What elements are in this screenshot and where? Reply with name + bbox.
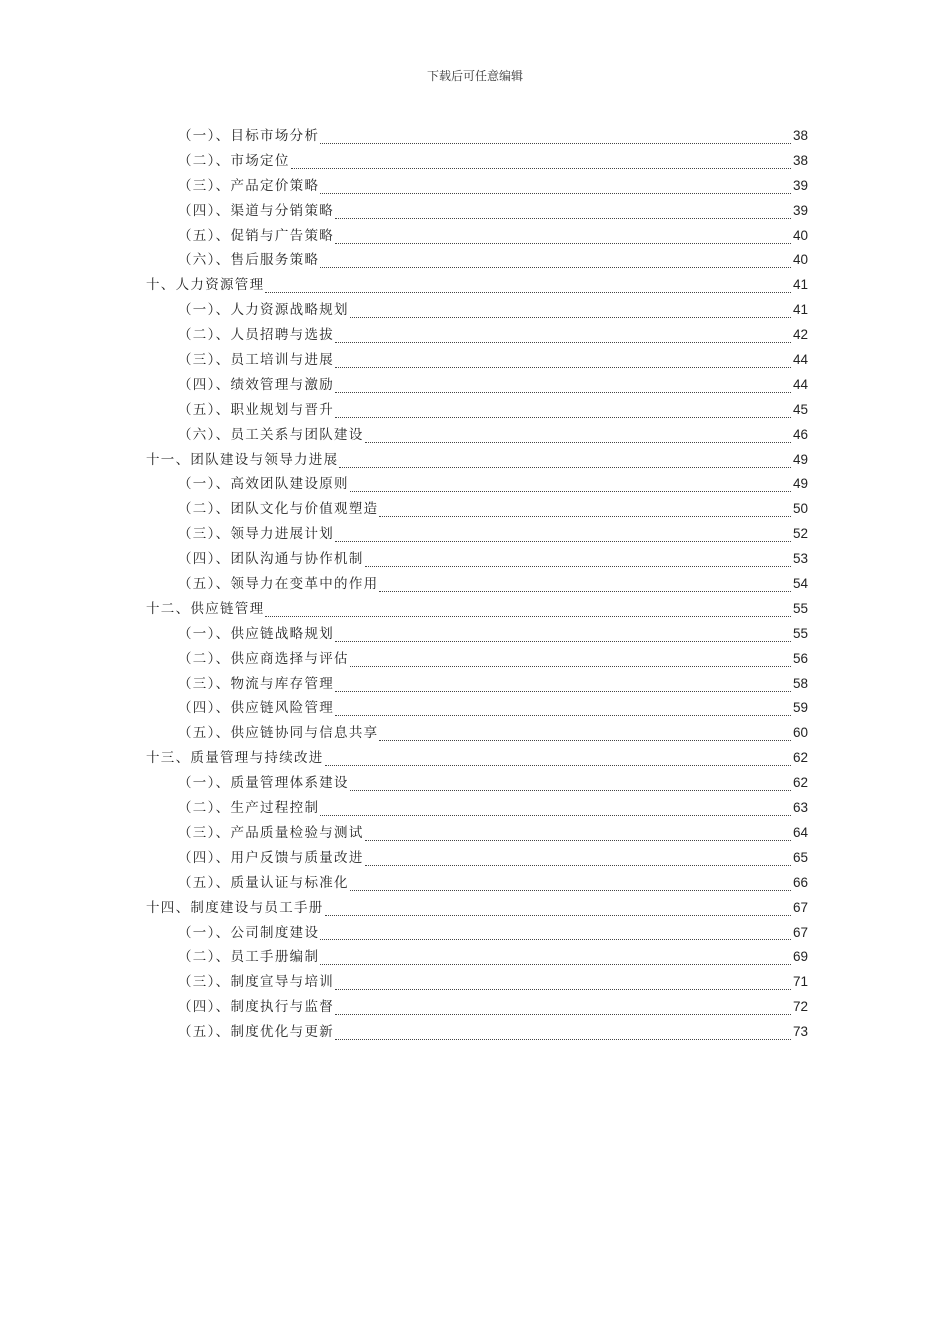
toc-dot-leader: [325, 915, 791, 916]
toc-page-number: 53: [792, 551, 808, 567]
toc-section-entry[interactable]: [146, 647, 808, 672]
toc-entry-label: （一）、公司制度建设: [178, 924, 320, 941]
toc-page-number: 49: [792, 451, 808, 467]
toc-page-number: 56: [792, 650, 808, 666]
toc-entry-label: （四）、供应链风险管理: [178, 700, 335, 717]
toc-entry-label: （四）、渠道与分销策略: [178, 202, 335, 219]
toc-entry-label: 十四、制度建设与员工手册: [146, 899, 324, 916]
toc-page-number: 55: [792, 600, 808, 616]
page-header: 下载后可任意编辑: [426, 69, 523, 83]
toc-page-number: 71: [792, 974, 808, 990]
toc-page-number: 42: [792, 327, 808, 343]
toc-dot-leader: [335, 541, 791, 542]
toc-section-entry[interactable]: [146, 423, 808, 448]
toc-dot-leader: [350, 890, 791, 891]
toc-section-entry[interactable]: [146, 945, 808, 970]
toc-page-number: 62: [792, 750, 808, 766]
toc-page-number: 67: [792, 899, 808, 915]
toc-entry-label: 十一、团队建设与领导力进展: [146, 451, 339, 468]
toc-section-entry[interactable]: [146, 472, 808, 497]
toc-entry-label: （三）、产品定价策略: [178, 177, 320, 194]
toc-entry-label: （五）、领导力在变革中的作用: [178, 576, 379, 593]
toc-entry-label: （三）、制度宣导与培训: [178, 974, 335, 991]
toc-page-number: 39: [792, 177, 808, 193]
toc-entry-label: （四）、用户反馈与质量改进: [178, 849, 364, 866]
toc-page-number: 72: [792, 999, 808, 1015]
toc-chapter-entry[interactable]: [146, 597, 808, 622]
toc-section-entry[interactable]: [146, 323, 808, 348]
toc-section-entry[interactable]: [146, 572, 808, 597]
toc-section-entry[interactable]: [146, 497, 808, 522]
toc-page-number: 45: [792, 401, 808, 417]
toc-section-entry[interactable]: [146, 821, 808, 846]
toc-dot-leader: [320, 815, 791, 816]
toc-section-entry[interactable]: [146, 846, 808, 871]
toc-page-number: 52: [792, 526, 808, 542]
toc-page-number: 41: [792, 302, 808, 318]
toc-section-entry[interactable]: [146, 721, 808, 746]
toc-section-entry[interactable]: [146, 547, 808, 572]
toc-entry-label: （一）、供应链战略规划: [178, 625, 335, 642]
toc-dot-leader: [365, 840, 791, 841]
toc-entry-label: （五）、质量认证与标准化: [178, 874, 349, 891]
toc-page-number: 40: [792, 252, 808, 268]
toc-entry-label: （三）、领导力进展计划: [178, 526, 335, 543]
toc-page-number: 67: [792, 924, 808, 940]
toc-entry-label: （二）、团队文化与价值观塑造: [178, 501, 379, 518]
toc-dot-leader: [335, 342, 791, 343]
toc-entry-label: （五）、促销与广告策略: [178, 227, 335, 244]
toc-page-number: 69: [792, 949, 808, 965]
toc-chapter-entry[interactable]: [146, 746, 808, 771]
toc-section-entry[interactable]: [146, 224, 808, 249]
toc-dot-leader: [335, 641, 791, 642]
table-of-contents: [146, 124, 808, 1045]
toc-section-entry[interactable]: [146, 298, 808, 323]
toc-dot-leader: [320, 939, 791, 940]
toc-page-number: 58: [792, 675, 808, 691]
toc-entry-label: （二）、市场定位: [178, 152, 290, 169]
toc-section-entry[interactable]: [146, 124, 808, 149]
toc-entry-label: （二）、供应商选择与评估: [178, 650, 349, 667]
toc-section-entry[interactable]: [146, 348, 808, 373]
toc-section-entry[interactable]: [146, 771, 808, 796]
toc-entry-label: （四）、绩效管理与激励: [178, 376, 335, 393]
toc-section-entry[interactable]: [146, 696, 808, 721]
toc-page-number: 62: [792, 775, 808, 791]
toc-entry-label: （四）、制度执行与监督: [178, 999, 335, 1016]
toc-dot-leader: [325, 765, 791, 766]
toc-dot-leader: [335, 392, 791, 393]
toc-dot-leader: [335, 1014, 791, 1015]
toc-page-number: 41: [792, 277, 808, 293]
toc-dot-leader: [335, 218, 791, 219]
toc-entry-label: （二）、员工手册编制: [178, 949, 320, 966]
toc-entry-label: （三）、员工培训与进展: [178, 352, 335, 369]
toc-chapter-entry[interactable]: [146, 273, 808, 298]
toc-section-entry[interactable]: [146, 871, 808, 896]
toc-dot-leader: [320, 267, 791, 268]
toc-entry-label: （一）、高效团队建设原则: [178, 476, 349, 493]
toc-dot-leader: [379, 740, 791, 741]
toc-section-entry[interactable]: [146, 248, 808, 273]
toc-page-number: 54: [792, 576, 808, 592]
toc-section-entry[interactable]: [146, 373, 808, 398]
toc-section-entry[interactable]: [146, 622, 808, 647]
toc-section-entry[interactable]: [146, 398, 808, 423]
toc-section-entry[interactable]: [146, 921, 808, 946]
toc-entry-label: （四）、团队沟通与协作机制: [178, 551, 364, 568]
toc-entry-label: （五）、职业规划与晋升: [178, 401, 335, 418]
toc-dot-leader: [379, 591, 791, 592]
toc-entry-label: （三）、产品质量检验与测试: [178, 824, 364, 841]
toc-dot-leader: [320, 143, 791, 144]
toc-entry-label: （五）、供应链协同与信息共享: [178, 725, 379, 742]
toc-page-number: 44: [792, 376, 808, 392]
toc-dot-leader: [320, 193, 791, 194]
toc-dot-leader: [291, 168, 791, 169]
toc-page-number: 66: [792, 874, 808, 890]
toc-dot-leader: [365, 442, 791, 443]
toc-dot-leader: [365, 566, 791, 567]
toc-entry-label: （六）、员工关系与团队建设: [178, 426, 364, 443]
toc-page-number: 55: [792, 625, 808, 641]
toc-page-number: 60: [792, 725, 808, 741]
toc-section-entry[interactable]: [146, 970, 808, 995]
toc-entry-label: （二）、生产过程控制: [178, 800, 320, 817]
toc-dot-leader: [335, 367, 791, 368]
toc-dot-leader: [339, 467, 791, 468]
toc-page-number: 50: [792, 501, 808, 517]
toc-section-entry[interactable]: [146, 1020, 808, 1045]
toc-dot-leader: [335, 715, 791, 716]
toc-page-number: 49: [792, 476, 808, 492]
toc-section-entry[interactable]: [146, 174, 808, 199]
toc-dot-leader: [350, 790, 791, 791]
toc-section-entry[interactable]: [146, 672, 808, 697]
toc-dot-leader: [335, 691, 791, 692]
toc-entry-label: 十三、质量管理与持续改进: [146, 750, 324, 767]
toc-dot-leader: [335, 417, 791, 418]
toc-section-entry[interactable]: [146, 522, 808, 547]
toc-chapter-entry[interactable]: [146, 896, 808, 921]
toc-page-number: 64: [792, 824, 808, 840]
toc-entry-label: （六）、售后服务策略: [178, 252, 320, 269]
toc-chapter-entry[interactable]: [146, 448, 808, 473]
toc-page-number: 46: [792, 426, 808, 442]
toc-page-number: 59: [792, 700, 808, 716]
toc-section-entry[interactable]: [146, 995, 808, 1020]
toc-page-number: 73: [792, 1024, 808, 1040]
toc-section-entry[interactable]: [146, 199, 808, 224]
toc-entry-label: （五）、制度优化与更新: [178, 1024, 335, 1041]
toc-section-entry[interactable]: [146, 149, 808, 174]
toc-page-number: 44: [792, 352, 808, 368]
toc-dot-leader: [365, 865, 791, 866]
toc-entry-label: 十二、供应链管理: [146, 600, 265, 617]
toc-page-number: 40: [792, 227, 808, 243]
toc-dot-leader: [335, 989, 791, 990]
toc-page-number: 39: [792, 202, 808, 218]
toc-dot-leader: [265, 616, 791, 617]
toc-dot-leader: [335, 1039, 791, 1040]
toc-page-number: 38: [792, 128, 808, 143]
toc-dot-leader: [335, 243, 791, 244]
toc-dot-leader: [350, 317, 791, 318]
toc-entry-label: （二）、人员招聘与选拔: [178, 327, 335, 344]
toc-dot-leader: [379, 516, 791, 517]
toc-dot-leader: [350, 491, 791, 492]
toc-page-number: 38: [792, 152, 808, 168]
toc-section-entry[interactable]: [146, 796, 808, 821]
toc-page-number: 63: [792, 800, 808, 816]
toc-entry-label: （一）、人力资源战略规划: [178, 302, 349, 319]
toc-dot-leader: [265, 292, 791, 293]
toc-page-number: 65: [792, 849, 808, 865]
toc-dot-leader: [320, 964, 791, 965]
toc-entry-label: 十、人力资源管理: [146, 277, 265, 294]
toc-entry-label: （一）、目标市场分析: [178, 128, 320, 144]
toc-entry-label: （三）、物流与库存管理: [178, 675, 335, 692]
toc-dot-leader: [350, 666, 791, 667]
toc-entry-label: （一）、质量管理体系建设: [178, 775, 349, 792]
